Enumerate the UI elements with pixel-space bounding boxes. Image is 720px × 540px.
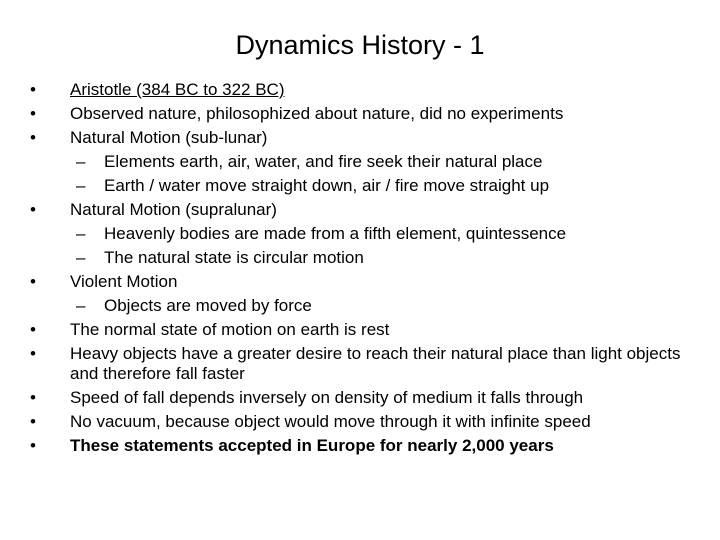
bullet-item [30,200,700,220]
bullet-icon: • [30,128,36,147]
bullet-text[interactable]: Aristotle (384 BC to 322 BC) [70,80,285,99]
bullet-text: Violent Motion [70,272,178,291]
dash-icon: – [76,152,86,171]
bullet-item [30,436,700,456]
bullet-item [30,128,700,148]
sub-bullet-item [30,248,700,268]
bullet-icon: • [30,344,36,363]
bullet-list [30,80,700,460]
sub-bullet-text: Objects are moved by force [104,296,312,315]
bullet-item [30,320,700,340]
sub-bullet-text: The natural state is circular motion [104,248,364,267]
dash-icon: – [76,224,86,243]
sub-bullet-item [30,296,700,316]
bullet-icon: • [30,104,36,123]
bullet-text: Natural Motion (supralunar) [70,200,277,219]
bullet-text: No vacuum, because object would move through it with infinite speed [70,412,591,431]
sub-bullet-item [30,152,700,172]
bullet-text: Natural Motion (sub-lunar) [70,128,268,147]
bullet-item [30,388,700,408]
bullet-icon: • [30,80,36,99]
bullet-icon: • [30,436,36,455]
bullet-text: The normal state of motion on earth is rest [70,320,390,339]
sub-bullet-item [30,224,700,244]
bullet-icon: • [30,272,36,291]
sub-bullet-text: Elements earth, air, water, and fire seek their natural place [104,152,543,171]
dash-icon: – [76,296,86,315]
bullet-item [30,272,700,292]
bullet-text: Heavy objects have a greater desire to reach their natural place than light objects and therefore fall faster [70,344,681,383]
bullet-icon: • [30,412,36,431]
bullet-item [30,80,700,100]
bullet-text-bold: These statements accepted in Europe for nearly 2,000 years [70,436,554,455]
bullet-item [30,412,700,432]
dash-icon: – [76,176,86,195]
sub-bullet-item [30,176,700,196]
bullet-icon: • [30,388,36,407]
dash-icon: – [76,248,86,267]
sub-bullet-text: Earth / water move straight down, air / fire move straight up [104,176,550,195]
slide-title: Dynamics History - 1 [235,30,485,60]
bullet-icon: • [30,320,36,339]
bullet-item [30,344,700,384]
bullet-text: Speed of fall depends inversely on density of medium it falls through [70,388,584,407]
bullet-icon: • [30,200,36,219]
bullet-text: Observed nature, philosophized about nature, did no experiments [70,104,564,123]
bullet-item [30,104,700,124]
sub-bullet-text: Heavenly bodies are made from a fifth element, quintessence [104,224,567,243]
